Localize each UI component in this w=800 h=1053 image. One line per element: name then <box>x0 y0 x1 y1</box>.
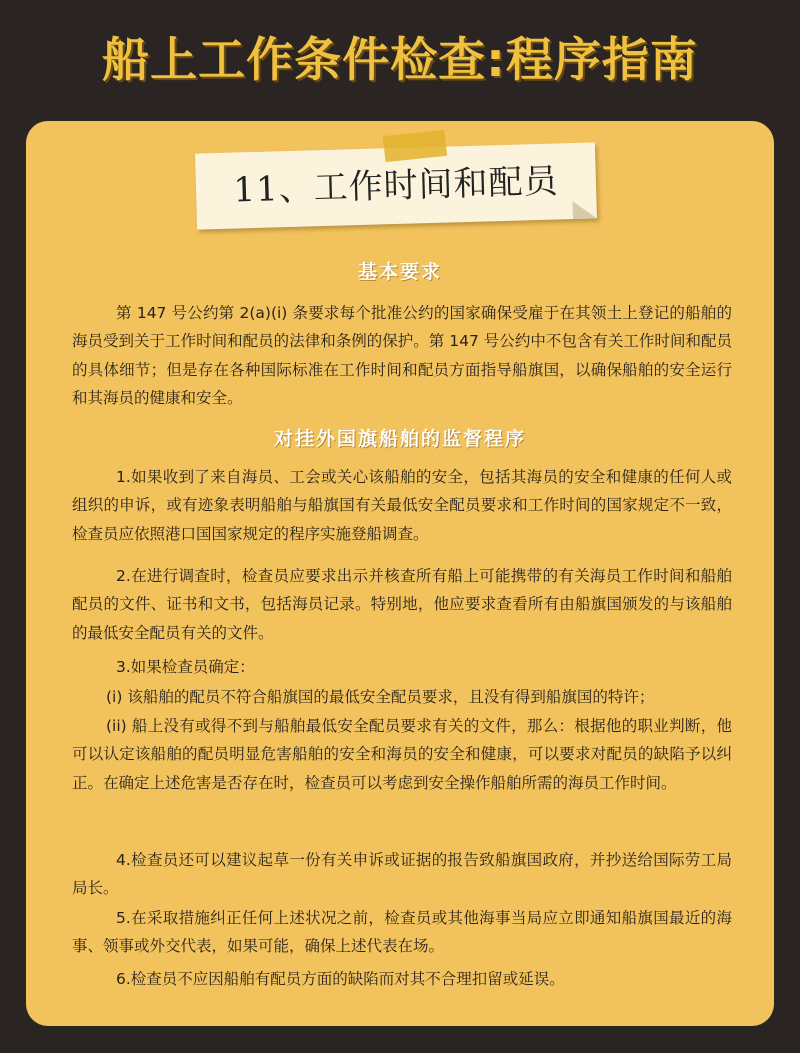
supervision-item-1: 1.如果收到了来自海员、工会或关心该船舶的安全，包括其海员的安全和健康的任何人或组织的申诉，或有迹象表明船舶与船旗国有关最低安全配员要求和工作时间的国家规定不一致，检查员应依照港口国国家规定的程序实施登船调查。 <box>72 468 732 543</box>
supervision-heading: 对挂外国旗船舶的监督程序 <box>273 428 526 450</box>
supervision-item-6: 6.检查员不应因船舶有配员方面的缺陷而对其不合理扣留或延误。 <box>116 970 565 988</box>
supervision-item-2: 2.在进行调查时，检查员应要求出示并核查所有船上可能携带的有关海员工作时间和船舶配员的文件、证书和文书，包括海员记录。特别地，他应要求查看所有由船旗国颁发的与该船舶的最低安全配员有关的文件。 <box>72 567 732 642</box>
supervision-item-3: 3.如果检查员确定： <box>116 658 255 676</box>
basic-requirements-heading: 基本要求 <box>357 261 442 283</box>
note-folded-corner <box>572 200 596 219</box>
page-title: 船上工作条件检查:程序指南 <box>102 33 698 88</box>
supervision-subitem-ii: (ii) 船上没有或得不到与船舶最低安全配员要求有关的文件，那么：根据他的职业判断，他可以认定该船舶的配员明显危害船舶的安全和海员的安全和健康，可以要求对配员的缺陷予以纠正。在确定上述危害是否存在时，检查员可以考虑到安全操作船舶所需的海员工作时间。 <box>72 717 732 792</box>
supervision-subitem-i: (i) 该船舶的配员不符合船旗国的最低安全配员要求，且没有得到船旗国的特许； <box>106 688 655 706</box>
basic-requirements-paragraph: 第 147 号公约第 2(a)(i) 条要求每个批准公约的国家确保受雇于在其领土上登记的船舶的海员受到关于工作时间和配员的法律和条例的保护。第 147 号公约中不包含有关工作时间和配员的具体细节；但是存在各种国际标准在工作时间和配员方面指导船旗国，以确保船舶的安全运行和其海员的健康和安全。 <box>72 304 732 407</box>
section-title: 11、工作时间和配员 <box>232 161 560 211</box>
supervision-item-5: 5.在采取措施纠正任何上述状况之前，检查员或其他海事当局应立即通知船旗国最近的海事、领事或外交代表，如果可能，确保上述代表在场。 <box>72 909 732 956</box>
supervision-item-4: 4.检查员还可以建议起草一份有关申诉或证据的报告致船旗国政府，并抄送给国际劳工局局长。 <box>72 851 732 898</box>
